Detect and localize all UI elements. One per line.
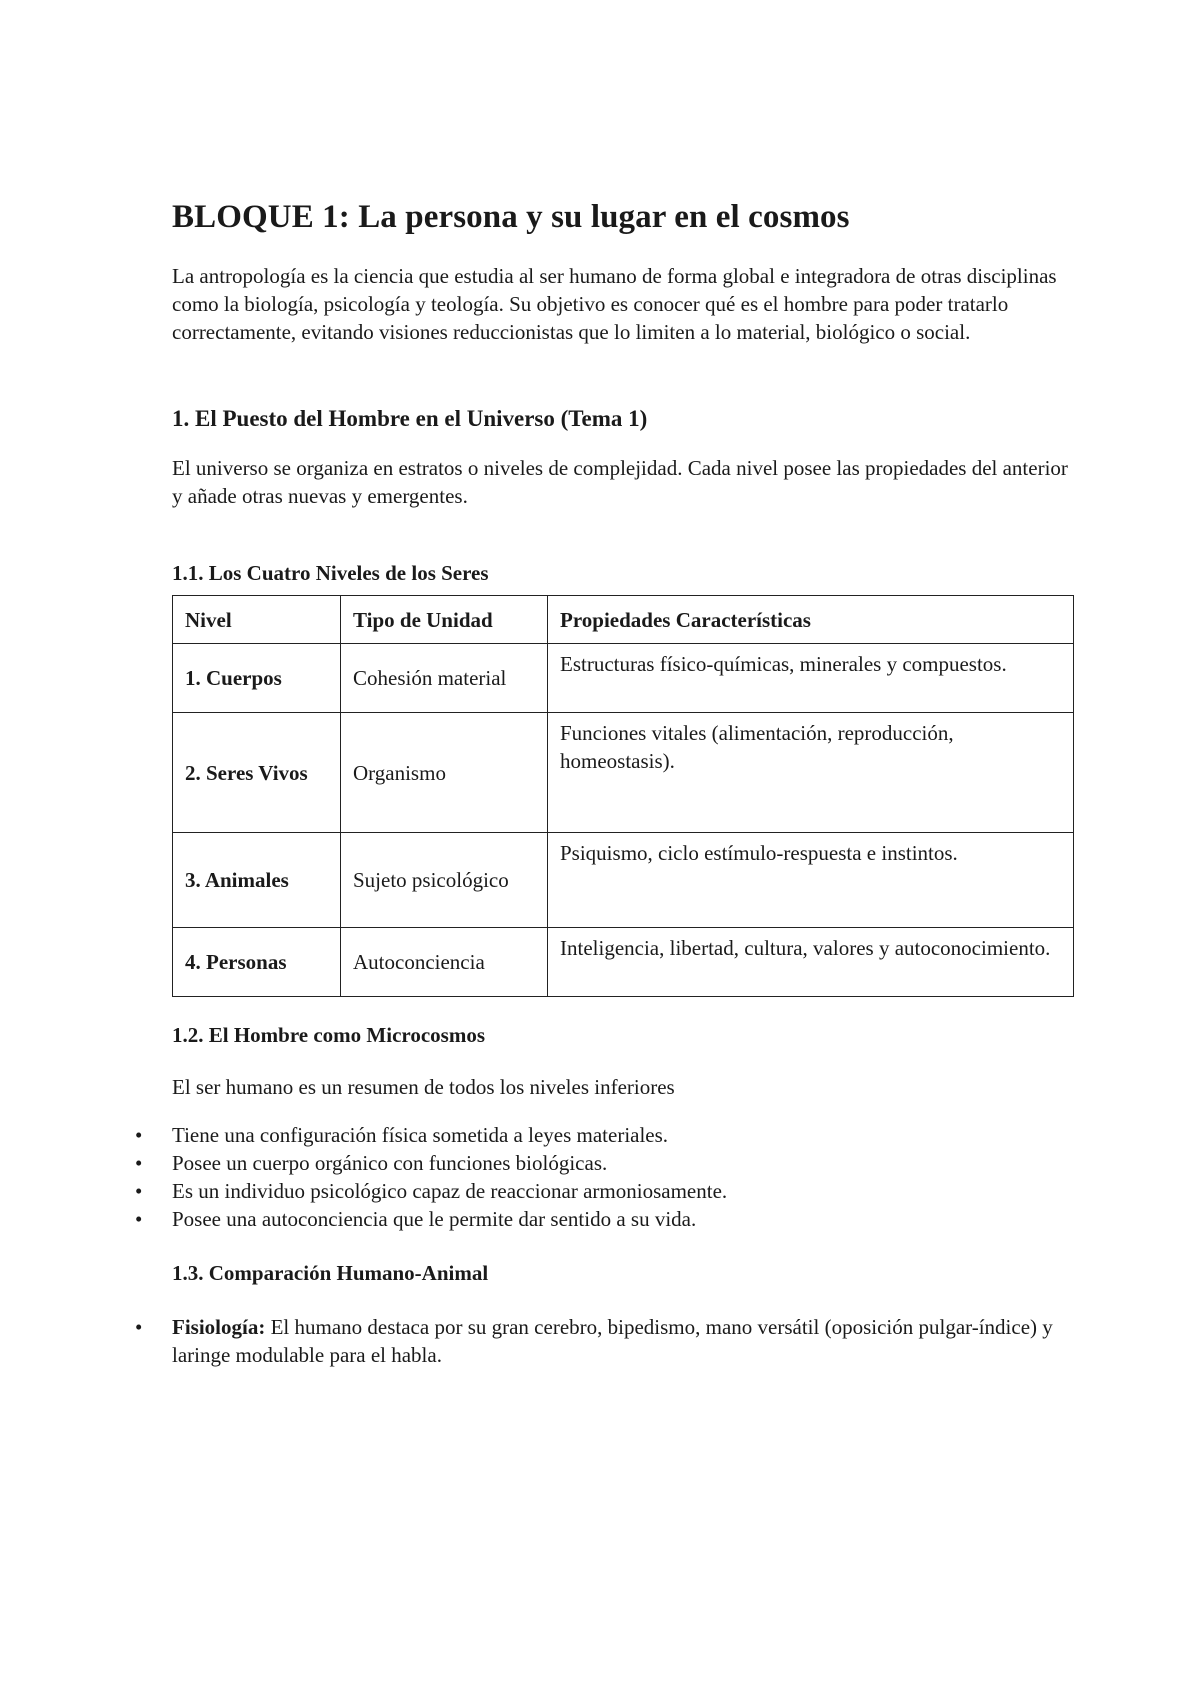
table-row xyxy=(173,928,1074,997)
section-1-heading: 1. El Puesto del Hombre en el Universo (Tema 1) xyxy=(172,405,648,431)
table-cell-propiedades: Funciones vitales (alimentación, reproducción, homeostasis). xyxy=(548,713,1074,833)
list-item-text: Posee una autoconciencia que le permite dar sentido a su vida. xyxy=(172,1207,697,1232)
section-1-paragraph: El universo se organiza en estratos o niveles de complejidad. Cada nivel posee las propiedades del anterior y añade otras nuevas y emergentes. xyxy=(172,456,1068,509)
table-row xyxy=(173,833,1074,928)
table-cell-tipo: Organismo xyxy=(341,713,548,833)
list-item-label: Fisiología: xyxy=(172,1315,266,1340)
list-item-text: El humano destaca por su gran cerebro, bipedismo, mano versátil (oposición pulgar-índice) y laringe modulable para el habla. xyxy=(172,1315,1053,1368)
table-cell-propiedades: Inteligencia, libertad, cultura, valores y autoconocimiento. xyxy=(548,928,1074,997)
table-cell-nivel: 4. Personas xyxy=(173,928,341,997)
table-cell-tipo: Cohesión material xyxy=(341,644,548,713)
table-cell-nivel: 1. Cuerpos xyxy=(173,644,341,713)
subsection-1-1-heading: 1.1. Los Cuatro Niveles de los Seres xyxy=(172,561,489,586)
list-item xyxy=(135,1121,1077,1149)
list-item xyxy=(135,1149,1077,1177)
table-cell-nivel: 3. Animales xyxy=(173,833,341,928)
table-cell-tipo: Autoconciencia xyxy=(341,928,548,997)
subsection-1-3-heading: 1.3. Comparación Humano-Animal xyxy=(172,1261,489,1286)
document-page xyxy=(135,198,1077,1369)
table-header-row xyxy=(173,596,1074,644)
bullet-icon: • xyxy=(135,1207,143,1232)
table-header-cell: Nivel xyxy=(173,596,341,644)
page-title: BLOQUE 1: La persona y su lugar en el cosmos xyxy=(172,199,850,235)
subsection-1-2-heading: 1.2. El Hombre como Microcosmos xyxy=(172,1023,486,1048)
table-row xyxy=(173,713,1074,833)
bullet-icon: • xyxy=(135,1179,143,1204)
list-item xyxy=(135,1205,1077,1233)
levels-table xyxy=(172,595,1074,997)
table-cell-propiedades: Estructuras físico-químicas, minerales y compuestos. xyxy=(548,644,1074,713)
microcosmos-list xyxy=(135,1121,1077,1233)
bullet-icon: • xyxy=(135,1315,143,1340)
table-row xyxy=(173,644,1074,713)
table-cell-propiedades: Psiquismo, ciclo estímulo-respuesta e instintos. xyxy=(548,833,1074,928)
table-header-cell: Propiedades Características xyxy=(548,596,1074,644)
list-item-text: Es un individuo psicológico capaz de reaccionar armoniosamente. xyxy=(172,1179,728,1204)
comparison-list xyxy=(135,1313,1077,1369)
bullet-icon: • xyxy=(135,1123,143,1148)
list-item-text: Posee un cuerpo orgánico con funciones biológicas. xyxy=(172,1151,608,1176)
list-item xyxy=(135,1177,1077,1205)
bullet-icon: • xyxy=(135,1151,143,1176)
list-item-text: Tiene una configuración física sometida a leyes materiales. xyxy=(172,1123,669,1148)
table-cell-tipo: Sujeto psicológico xyxy=(341,833,548,928)
list-item xyxy=(135,1313,1077,1369)
table-header-cell: Tipo de Unidad xyxy=(341,596,548,644)
table-cell-nivel: 2. Seres Vivos xyxy=(173,713,341,833)
subsection-1-2-paragraph: El ser humano es un resumen de todos los niveles inferiores xyxy=(172,1075,675,1100)
intro-paragraph: La antropología es la ciencia que estudia al ser humano de forma global e integradora de otras disciplinas como la biología, psicología y teología. Su objetivo es conocer qué es el hombre para poder tratarlo correctamente, evitando visiones reduccionistas que lo limiten a lo material, biológico o social. xyxy=(172,263,1057,344)
